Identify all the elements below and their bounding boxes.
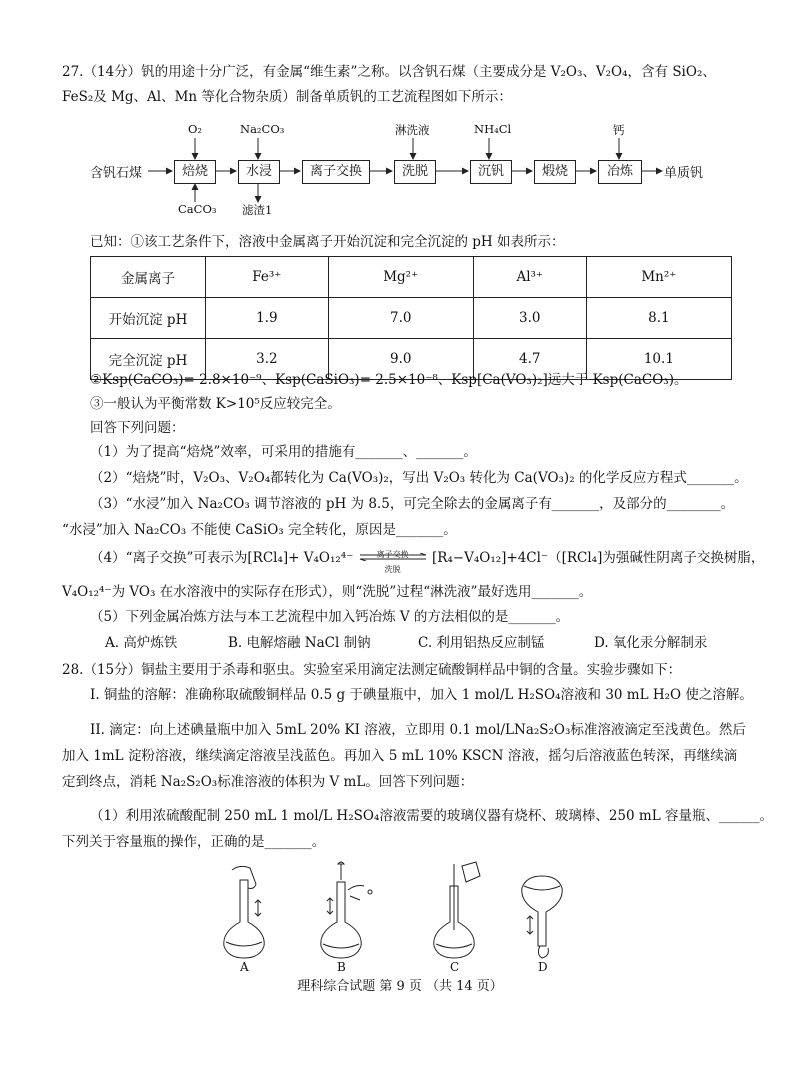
option-d: D. 氧化汞分解制汞 [594,635,708,651]
table-cell: 4.7 [473,339,586,380]
q28-step2c: 定到终点，消耗 Na₂S₂O₃标准溶液的体积为 V mL。回答下列问题： [62,774,474,790]
flow-step-elute: 洗脱 [394,160,436,184]
known-condition-2: ②Ksp(CaCO₃)= 2.8×10⁻⁹、Ksp(CaSiO₃)= 2.5×10⁻⁸、Ksp[Ca(VO₃)₂]远大于 Ksp(CaCO₃)。 [90,372,688,388]
q28-intro: 28.（15分）铜盐主要用于杀毒和驱虫。实验室采用滴定法测定硫酸铜样品中铜的含量。实验步骤如下： [62,662,682,678]
flow-end-label: 单质钒 [664,166,704,181]
q27-sub2: （2）“焙烧”时，V₂O₃、V₂O₄都转化为 Ca(VO₃)₂，写出 V₂O₃ 转化为 Ca(VO₃)₂ 的化学反应方程式_______。 [90,470,748,486]
table-header-cell: Al³⁺ [473,257,586,298]
q27-intro-line2: FeS₂及 Mg、Al、Mn 等化合物杂质）制备单质钒的工艺流程图如下所示： [62,89,512,105]
figure-label-a: A [240,960,249,974]
precipitation-ph-table [90,256,732,380]
flow-input-na2co3: Na₂CO₃ [240,122,285,136]
flow-step-ion-exchange: 离子交换 [302,160,370,184]
flask-c-icon [434,862,480,958]
q27-sub1: （1）为了提高“焙烧”效率，可采用的措施有_______、_______。 [90,444,477,460]
flow-input-caco3: CaCO₃ [178,202,217,216]
q28-step2a: II. 滴定：向上述碘量瓶中加入 5mL 20% KI 溶液，立即用 0.1 mol/LNa₂S₂O₃标准溶液滴定至浅黄色。然后 [90,722,746,738]
flow-input-o2: O₂ [188,122,203,136]
flow-step-precipitate: 沉钒 [470,160,512,184]
flow-input-eluent: 淋洗液 [395,123,430,137]
flask-drawings [210,860,590,964]
figure-label-c: C [450,960,460,974]
table-cell: 3.0 [473,298,586,339]
flow-step-smelt: 冶炼 [598,160,642,184]
q27-sub3b: “水浸”加入 Na₂CO₃ 不能使 CaSiO₃ 完全转化，原因是_______。 [62,522,457,538]
table-cell: 3.2 [206,339,329,380]
answer-intro: 回答下列问题： [90,420,185,436]
q27-sub4a [90,548,765,574]
q27-sub4a-post: [R₄−V₄O₁₂]+4Cl⁻（[RCl₄]为强碱性阴离子交换树脂， [431,550,765,566]
option-b: B. 电解熔融 NaCl 制钠 [228,635,371,651]
flow-input-nh4cl: NH₄Cl [474,122,512,136]
figure-label-d: D [538,960,548,974]
known-condition-3: ③一般认为平衡常数 K>10⁵反应较完全。 [90,396,341,412]
q27-sub5: （5）下列金属冶炼方法与本工艺流程中加入钙冶炼 V 的方法相似的是_______。 [90,609,570,625]
table-row [91,298,732,339]
table-cell: 10.1 [586,339,731,380]
flow-start-label: 含钒石煤 [90,166,143,181]
table-cell: 8.1 [586,298,731,339]
table-cell: 9.0 [328,339,473,380]
flask-b-icon [321,862,372,958]
q27-sub4b: V₄O₁₂⁴⁻为 VO₃ 在水溶液中的实际存在形式），则“洗脱”过程“淋洗液”最好选用_______。 [62,584,593,600]
page-footer: 理科综合试题 第 9 页 （共 14 页） [297,979,503,994]
process-flow-diagram [90,118,730,218]
q27-sub3a: （3）“水浸”加入 Na₂CO₃ 调节溶液的 pH 为 8.5，可完全除去的金属离子有_______，及部分的________。 [90,496,735,512]
flask-figures [210,860,590,980]
flow-step-calcine: 煅烧 [534,160,576,184]
arrow-bottom-label: 洗脱 [384,564,401,574]
q27-sub4a-pre: （4）“离子交换”可表示为[RCl₄]+ V₄O₁₂⁴⁻ [90,550,354,566]
q28-sub1b: 下列关于容量瓶的操作，正确的是_______。 [62,834,326,850]
table-header-cell: 金属离子 [91,257,206,298]
arrow-top-label: 离子交换 [376,549,409,559]
q28-step1: I. 铜盐的溶解：准确称取硫酸铜样品 0.5 g 于碘量瓶中，加入 1 mol/L H₂SO₄溶液和 30 mL H₂O 使之溶解。 [90,687,753,703]
option-a: A. 高炉炼铁 [105,635,178,651]
table-cell: 7.0 [328,298,473,339]
known-condition-1: 已知：①该工艺条件下，溶液中金属离子开始沉淀和完全沉淀的 pH 如表所示： [90,234,565,250]
table-header-row [91,257,732,298]
flow-output-residue: 滤渣1 [242,203,273,217]
table-header-cell: Mn²⁺ [586,257,731,298]
table-header-cell: Mg²⁺ [328,257,473,298]
q28-sub1a: （1）利用浓硫酸配制 250 mL 1 mol/L H₂SO₄溶液需要的玻璃仪器有烧杯、玻璃棒、250 mL 容量瓶、______。 [90,808,773,824]
q27-intro-line1: 27.（14分）钒的用途十分广泛，有金属“维生素”之称。以含钒石煤（主要成分是 V₂O₃、V₂O₄，含有 SiO₂、 [62,64,716,80]
table-cell: 1.9 [206,298,329,339]
flow-input-calcium: 钙 [613,123,625,137]
table-header-cell: Fe³⁺ [206,257,329,298]
q28-step2b: 加入 1mL 淀粉溶液，继续滴定溶液呈浅蓝色。再加入 5 mL 10% KSCN 溶液，摇匀后溶液蓝色转深，再继续滴 [62,748,738,764]
figure-label-b: B [337,960,346,974]
table-cell: 完全沉淀 pH [91,339,206,380]
table-cell: 开始沉淀 pH [91,298,206,339]
flask-d-icon [522,876,562,958]
flask-a-icon [224,866,264,958]
flow-step-roast: 焙烧 [174,160,216,184]
reversible-arrow [358,549,428,574]
option-c: C. 利用铝热反应制锰 [418,635,545,651]
flow-step-leach: 水浸 [238,160,280,184]
